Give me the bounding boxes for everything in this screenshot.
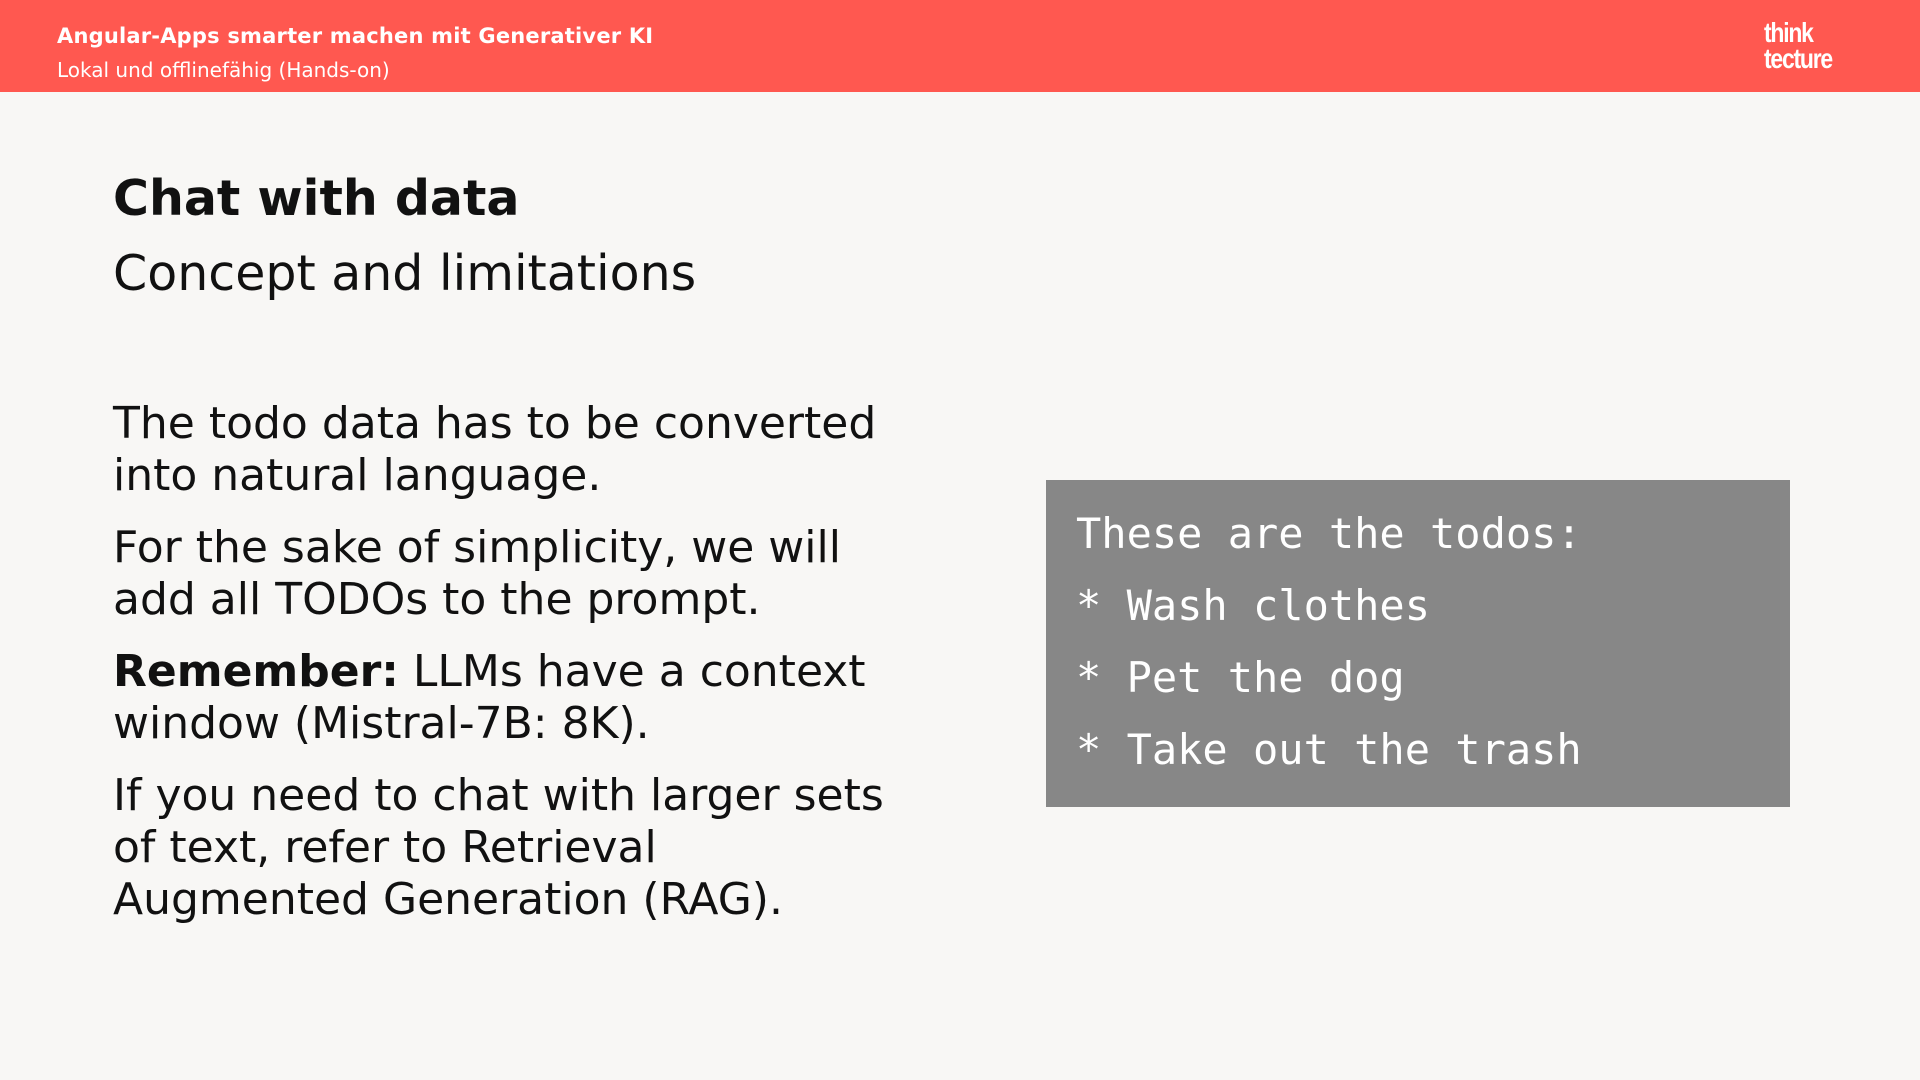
paragraph-rag: If you need to chat with larger sets of text, refer to Retrieval Augmented Generation (RAG). [113,770,884,925]
paragraph-remember [113,646,913,750]
remember-text: LLMs have a context window (Mistral-7B: 8K). [113,646,866,749]
presentation-title: Angular-Apps smarter machen mit Generativer KI [57,24,654,48]
paragraph-simplicity: For the sake of simplicity, we will add all TODOs to the prompt. [113,522,841,625]
paragraph-conversion: The todo data has to be converted into natural language. [113,398,877,501]
code-line: * Wash clothes [1076,581,1431,630]
body-text [113,398,913,946]
header-bar [0,0,1920,92]
code-line: * Take out the trash [1076,725,1582,774]
presentation-subtitle: Lokal und offlinefähig (Hands-on) [57,58,390,82]
code-line: * Pet the dog [1076,653,1405,702]
thinktecture-logo [1764,17,1846,74]
remember-label: Remember: [113,646,399,697]
code-example-box [1046,480,1790,807]
slide-subtitle: Concept and limitations [113,245,697,302]
slide-title: Chat with data [113,170,520,227]
logo-line-think: think [1764,17,1813,48]
code-line: These are the todos: [1076,509,1582,558]
logo-line-tecture: tecture [1764,43,1832,74]
